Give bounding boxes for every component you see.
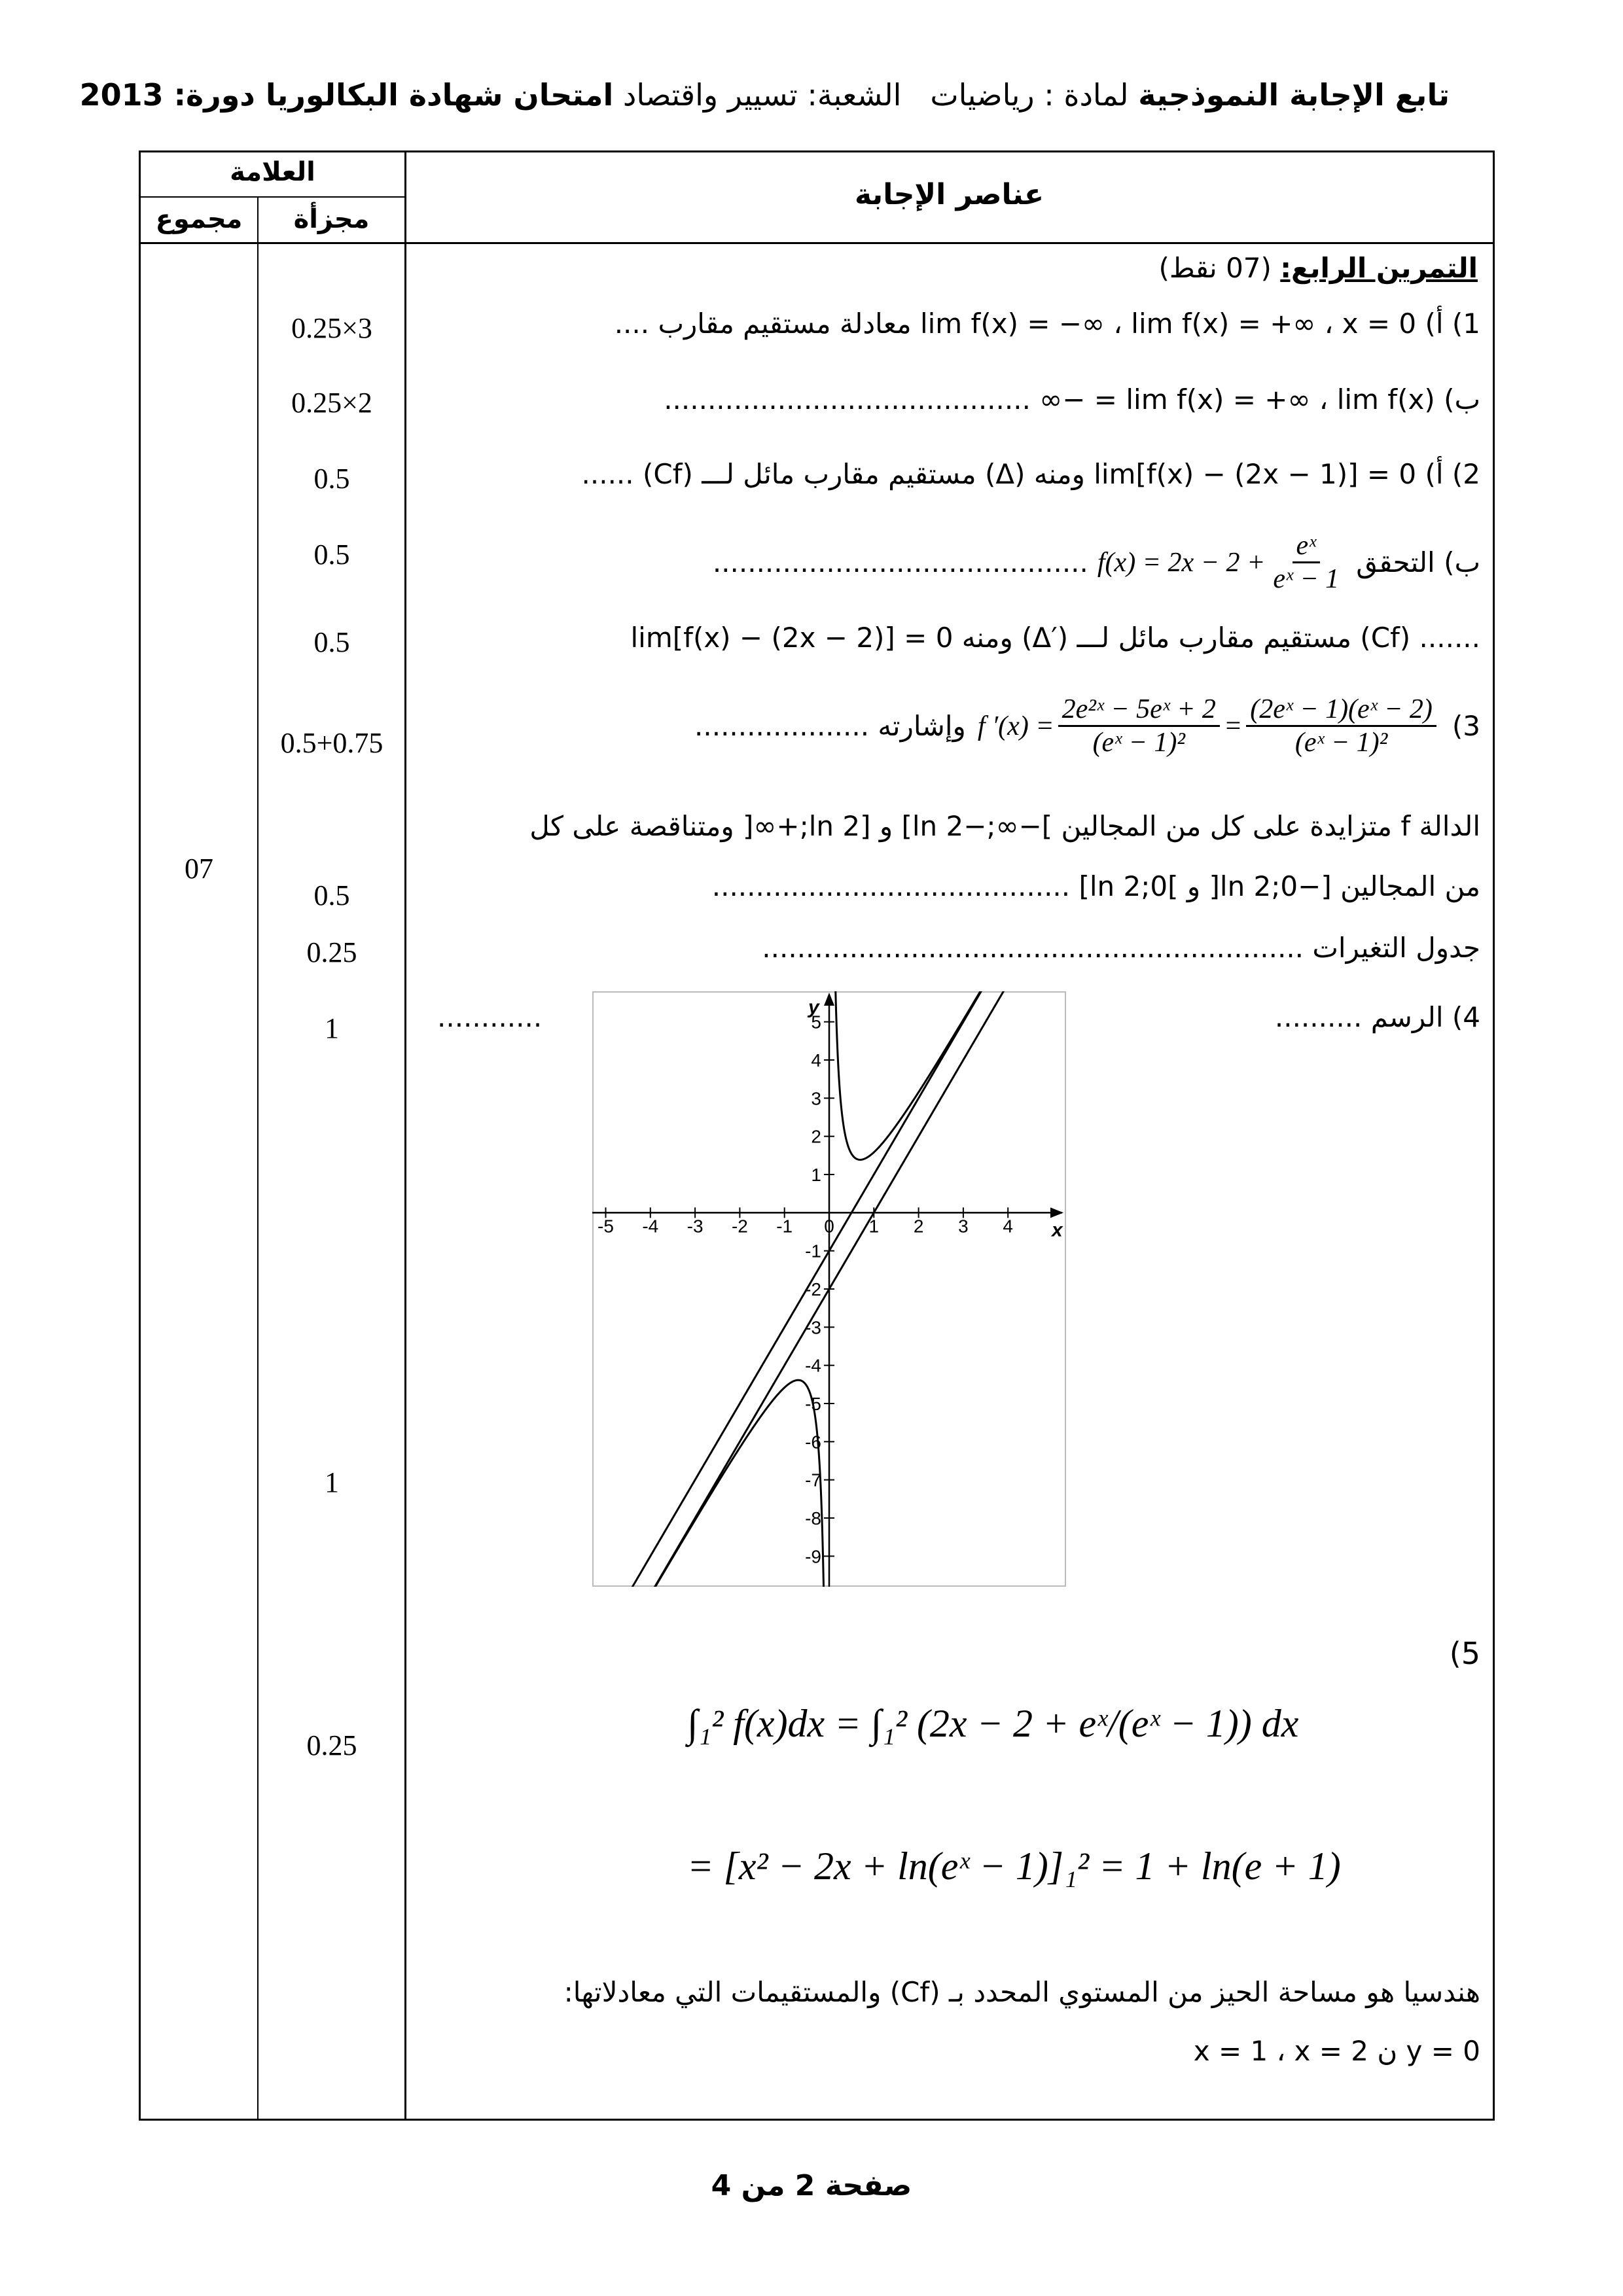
y-tick-label: -9 xyxy=(805,1546,821,1567)
q3-label: 3) xyxy=(1452,710,1480,742)
q3-sign: وإشارته .................... xyxy=(694,710,966,742)
partial-mark: 1 xyxy=(325,1012,339,1044)
partial-mark: 0.5 xyxy=(313,626,350,658)
partial-mark: 0.25×3 xyxy=(291,312,372,344)
partial-mark: 0.25 xyxy=(306,1729,357,1761)
q5-integral-equation: ∫₁² f(x)dx = ∫₁² (2x − 2 + eˣ/(eˣ − 1)) dx xyxy=(687,1702,1299,1745)
q3-denominator-1: (eˣ − 1)² xyxy=(1092,728,1185,758)
x-tick-label: 1 xyxy=(868,1216,880,1237)
q2b-denominator: eˣ − 1 xyxy=(1273,564,1340,594)
q2b-dots: ........................................... xyxy=(712,546,1088,578)
y-tick-label: -3 xyxy=(805,1317,821,1338)
exercise-title xyxy=(1159,252,1478,284)
q3-denominator-2: (eˣ − 1)² xyxy=(1294,728,1388,758)
header-branch: الشعبة: تسيير واقتصاد xyxy=(622,77,902,113)
partial-mark: 0.25 xyxy=(306,936,357,968)
q2b-formula xyxy=(1097,530,1347,595)
partial-mark: 0.25×2 xyxy=(291,387,372,419)
q4-dots-left: ............ xyxy=(437,1001,543,1033)
q1b-line: ب) lim f(x) = +∞ ، lim f(x) = −∞ .......................................... xyxy=(664,383,1480,415)
x-axis-label: x xyxy=(1052,1219,1063,1241)
y-tick-label: -8 xyxy=(805,1508,821,1528)
total-header: مجموع xyxy=(155,204,243,234)
q3-numerator-2: (2eˣ − 1)(eˣ − 2) xyxy=(1246,694,1436,727)
x-tick-label: 4 xyxy=(1003,1216,1013,1237)
y-tick-label: -6 xyxy=(805,1432,821,1453)
header-prefix: تابع الإجابة النموذجية xyxy=(1138,77,1450,113)
y-axis-label: y xyxy=(808,997,819,1018)
q3-variation-table-line: جدول التغيرات .............................................................. xyxy=(762,932,1480,964)
answer-elements-header: عناصر الإجابة xyxy=(854,178,1044,211)
y-tick-label: 2 xyxy=(811,1126,821,1147)
x-tick-label: -3 xyxy=(687,1216,704,1237)
q3-formula: f ′(x) = $\frac{\text{2e²ˣ − 5eˣ + 2}}{\text{(eˣ − 1)²}}$ = $\frac{\text{(2eˣ − 1)(eˣ − 2)}}{\text{(eˣ − 1)²}}$ xyxy=(978,694,1440,758)
page-header xyxy=(80,77,1450,113)
partial-mark: 0.5 xyxy=(313,539,350,571)
exercise-title-label: التمرين الرابع: xyxy=(1280,252,1478,284)
x-tick-label: -2 xyxy=(731,1216,748,1237)
y-tick-label: 4 xyxy=(811,1050,821,1070)
q2b-fraction xyxy=(1269,530,1343,595)
exercise-points: (07 نقط) xyxy=(1158,252,1272,284)
y-tick-label: 1 xyxy=(811,1165,821,1185)
q2c-line: lim[f(x) − (2x − 2)] = 0 ومنه (Δ′) مستقيم مقارب مائل لـــ (Cf) ....... xyxy=(630,622,1480,654)
page-footer: صفحة 2 من 4 xyxy=(711,2169,912,2202)
y-tick-label: -7 xyxy=(805,1470,821,1491)
y-tick-label: -5 xyxy=(805,1394,821,1414)
y-tick-label: -4 xyxy=(805,1355,821,1376)
partial-mark: 0.5 xyxy=(313,879,350,911)
x-tick-label: -1 xyxy=(776,1216,793,1237)
header-subject: لمادة : رياضيات xyxy=(930,77,1129,113)
q3-derivative-line xyxy=(694,694,1480,758)
q5-boundary-lines: x = 1 ، x = 2 ن y = 0 xyxy=(1193,2035,1480,2067)
x-tick-label: -4 xyxy=(642,1216,659,1237)
header-exam: امتحان شهادة البكالوريا دورة: 2013 xyxy=(79,77,614,113)
y-tick-label: 5 xyxy=(811,1012,821,1033)
y-tick-label: 3 xyxy=(811,1088,821,1109)
q5-label: (5 xyxy=(1449,1636,1480,1671)
x-tick-label: -5 xyxy=(597,1216,614,1237)
function-graph xyxy=(592,991,1066,1587)
partial-header: مجزأة xyxy=(293,204,370,234)
q3-fraction-2 xyxy=(1246,694,1436,758)
q3-fprime: f ′(x) = xyxy=(977,711,1054,741)
partial-mark: 0.5 xyxy=(313,463,350,495)
q2b-numerator: eˣ xyxy=(1293,530,1321,563)
q5-result-equation: = [x² − 2x + ln(eˣ − 1)]₁² = 1 + ln(e + 1) xyxy=(687,1845,1341,1888)
q5-geometric-interpretation: هندسيا هو مساحة الحيز من المستوي المحدد بـ (Cf) والمستقيمات التي معادلاتها: xyxy=(563,1976,1480,2008)
q1a-line: 1) أ) lim f(x) = −∞ ، lim f(x) = +∞ ، x = 0 معادلة مستقيم مقارب .... xyxy=(614,308,1480,340)
y-tick-label: -2 xyxy=(805,1279,821,1299)
q2a-line: 2) أ) lim[f(x) − (2x − 1)] = 0 ومنه (Δ) مستقيم مقارب مائل لـــ (Cf) ...... xyxy=(581,458,1480,490)
q2b-prefix: ب) التحقق xyxy=(1356,546,1480,578)
q3-decreasing-line: من المجالين [−ln 2;0[ و ]0;ln 2] ......................................... xyxy=(711,870,1480,902)
x-tick-label: 2 xyxy=(913,1216,924,1237)
q4-line: 4) الرسم .......... xyxy=(1274,1001,1480,1033)
q2b-expression: f(x) = 2x − 2 + xyxy=(1097,547,1266,578)
partial-mark: 0.5+0.75 xyxy=(280,727,383,759)
q3-fraction-1 xyxy=(1058,694,1220,758)
q2b-line xyxy=(713,530,1480,595)
x-tick-label: 3 xyxy=(958,1216,969,1237)
total-mark: 07 xyxy=(185,853,213,885)
q3-numerator-1: 2e²ˣ − 5eˣ + 2 xyxy=(1058,694,1220,727)
x-tick-label: 0 xyxy=(824,1216,834,1237)
y-tick-label: -1 xyxy=(805,1241,821,1262)
partial-mark: 1 xyxy=(325,1466,339,1498)
grade-header: العلامة xyxy=(230,157,315,187)
q3-increasing-line: الدالة f متزايدة على كل من المجالين ]−∞;−ln 2] و [ln 2;+∞[ ومتناقصة على كل xyxy=(529,810,1480,842)
